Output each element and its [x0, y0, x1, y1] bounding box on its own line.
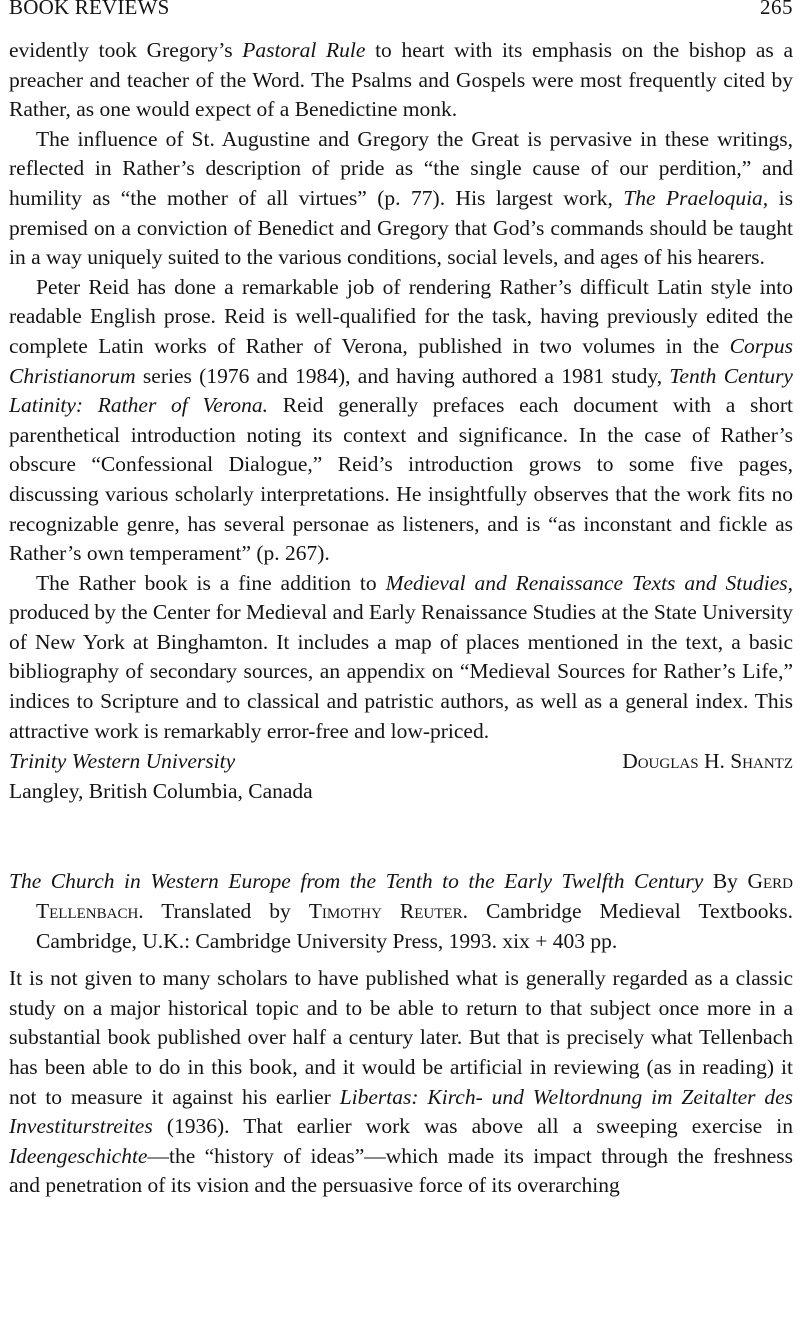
paragraph — [9, 36, 793, 125]
text-run: —the “history of ideas”—which made its impact through the freshness and penetration of its vision and the persuasive force of its overarching — [9, 1143, 793, 1198]
reviewer-signature — [9, 747, 793, 806]
text-run: Translated by — [143, 899, 309, 924]
review-heading — [9, 867, 793, 956]
book-author: Gerd Tellenbach. — [36, 869, 794, 924]
text-run: The Rather book is a fine addition to — [36, 570, 386, 595]
text-run: series (1976 and 1984), and having authored a 1981 study, — [135, 363, 670, 388]
paragraph — [9, 569, 793, 747]
running-head — [9, 0, 793, 18]
review-rather — [9, 36, 793, 806]
italic-title: Medieval and Renaissance Texts and Studies, — [385, 570, 793, 595]
book-translator: Timothy Reuter. — [308, 899, 468, 924]
paragraph — [9, 273, 793, 569]
text-run: (1936). That earlier work was above all a sweeping exercise in — [152, 1114, 793, 1139]
book-title: The Church in Western Europe from the Tenth to the Early Twelfth Century — [9, 869, 704, 894]
paragraph — [9, 964, 793, 1201]
text-run: Reid generally prefaces each document with a short parenthetical introduction noting its context and significance. In the case of Rather’s obscure “Confessional Dialogue,” Reid’s introduction grows to some five pages, discussing various scholarly interpretations. He insightfully observes that the work fits no recognizable genre, has several personae as listeners, and is “as inconstant and fickle as Rather’s own temperament” (p. 267). — [9, 393, 794, 566]
page-number: 265 — [760, 0, 793, 19]
text-run: to heart with its emphasis on the bishop as a preacher and teacher of the Word. The Psalms and Gospels were most frequently cited by Rather, as one would expect of a Benedictine monk. — [9, 38, 793, 122]
text-run: evidently took Gregory’s — [9, 38, 243, 62]
journal-page — [9, 0, 793, 1201]
italic-title: Pastoral Rule — [242, 38, 366, 62]
paragraph — [9, 125, 793, 273]
text-run: It is not given to many scholars to have published what is generally regarded as a classic study on a major historical topic and to be able to return to that subject once more in a substantial book published over half a century later. But that is precisely what Tellenbach has been able to do in this book, and it would be artificial in reviewing (as in reading) it not to measure it against his earlier — [9, 966, 793, 1109]
reviewer-name: Douglas H. Shantz — [622, 749, 793, 774]
italic-title: Tenth Century Latinity: Rather of Verona. — [9, 363, 793, 418]
italic-title: Libertas: Kirch- und Weltordnung im Zeitalter des Investiturstreites — [9, 1084, 794, 1139]
section-title: BOOK REVIEWS — [9, 0, 170, 19]
italic-term: Ideengeschichte — [9, 1143, 148, 1168]
reviewer-location: Langley, British Columbia, Canada — [9, 778, 313, 803]
publication-details: Cambridge Medieval Textbooks. Cambridge, U.K.: Cambridge University Press, 1993. xix + 403 pp. — [36, 899, 793, 953]
italic-title: Corpus Christianorum — [9, 333, 793, 388]
italic-title: The Praeloquia, — [623, 185, 769, 210]
text-run: is premised on a conviction of Benedict and Gregory that God’s commands should be taught in a way uniquely suited to the various conditions, social levels, and ages of his hearers. — [9, 185, 793, 270]
text-run: produced by the Center for Medieval and Early Renaissance Studies at the State University of New York at Binghamton. It includes a map of places mentioned in the text, a basic bibliography of secondary sources, an appendix on “Medieval Sources for Rather’s Life,” indices to Scripture and to classical and patristic authors, as well as a general index. This attractive work is remarkably error-free and low-priced. — [9, 600, 793, 743]
text-run: Peter Reid has done a remarkable job of rendering Rather’s difficult Latin style into readable English prose. Reid is well-qualified for the task, having previously edited the complete Latin works of Rather of Verona, published in two volumes in the — [9, 274, 793, 358]
text-run: By — [703, 869, 748, 894]
text-run: The influence of St. Augustine and Gregory the Great is pervasive in these writings, reflected in Rather’s description of pride as “the single cause of our perdition,” and humility as “the mother of all virtues” (p. 77). His largest work, — [9, 126, 793, 210]
reviewer-institution: Trinity Western University — [9, 749, 236, 774]
review-tellenbach — [9, 964, 793, 1201]
